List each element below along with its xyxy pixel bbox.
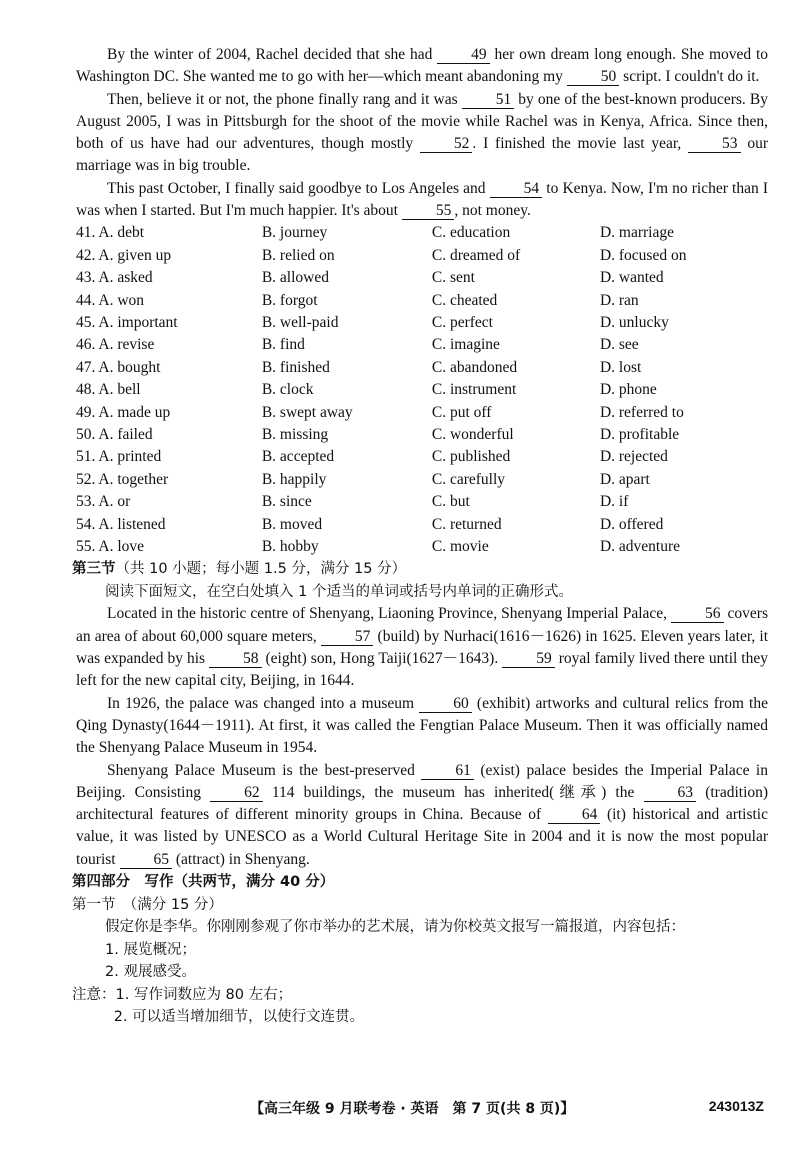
passage-paragraph-3 [76, 178, 768, 223]
passage-paragraph-2 [76, 89, 768, 178]
blank-61: 61 [421, 762, 474, 780]
blank-52: 52 [420, 135, 473, 153]
option-row-43: 43. A. asked B. allowed C. sent D. wanted [76, 269, 664, 287]
blank-65: 65 [120, 851, 173, 869]
writing-note-2: 2. 可以适当增加细节，以使行文连贯。 [113, 1009, 365, 1026]
option-row-44: 44. A. won B. forgot C. cheated D. ran [76, 291, 639, 309]
section3-heading: 第三节（共 10 小题；每小题 1.5 分，满分 15 分） [72, 561, 407, 578]
option-row-42: 42. A. given up B. relied on C. dreamed of D. focused on [76, 246, 687, 264]
blank-57: 57 [321, 628, 374, 646]
text: . I finished the movie last year, [472, 135, 682, 153]
blank-63: 63 [644, 784, 697, 802]
blank-58: 58 [209, 650, 262, 668]
text: Then, believe it or not, the phone finally rang and it was [107, 90, 458, 108]
text: script. I couldn't do it. [623, 68, 760, 86]
option-row-54: 54. A. listened B. moved C. returned D. offered [76, 515, 664, 533]
blank-49: 49 [437, 46, 490, 64]
passage2-paragraph-1: Located in the historic centre of Shenyang, Liaoning Province, Shenyang Imperial Palace, 56 covers an area of about 60,000 square meters, 57 (build) by Nurhaci(1616－1626) in 1625. Eleven years later, it was expanded by his 58 (eight) son, Hong Taiji(1627－1643). 59 royal family lived there until they left for the new capital city, Beijing, in 1644. [76, 605, 769, 690]
text: to Kenya. Now, I'm no richer than I was when I started. But I'm much happier. It's about [76, 179, 769, 220]
option-row-51: 51. A. printed B. accepted C. published D. rejected [76, 448, 668, 466]
writing-item-2: 2. 观展感受。 [105, 964, 196, 981]
option-row-55: 55. A. love B. hobby C. movie D. adventure [76, 538, 680, 556]
blank-62: 62 [210, 784, 263, 802]
blank-59: 59 [502, 650, 555, 668]
option-row-49: 49. A. made up B. swept away C. put off D. referred to [76, 403, 684, 421]
option-row-48: 48. A. bell B. clock C. instrument D. phone [76, 381, 657, 399]
option-row-45: 45. A. important B. well-paid C. perfect D. unlucky [76, 314, 669, 331]
passage-paragraph-1 [76, 44, 768, 89]
footer-code: 243013Z [708, 1098, 764, 1114]
blank-60: 60 [419, 695, 472, 713]
part4-heading: 第四部分 写作（共两节，满分 40 分） [72, 874, 335, 891]
blank-64: 64 [548, 806, 601, 824]
option-row-50: 50. A. failed B. missing C. wonderful D. profitable [76, 426, 680, 444]
blank-50: 50 [567, 68, 620, 86]
section3-instruction: 阅读下面短文，在空白处填入 1 个适当的单词或括号内单词的正确形式。 [105, 583, 573, 600]
blank-54: 54 [490, 180, 543, 198]
text: by one of the best-known producers. By August 2005, I was in Pittsburgh for the shoot of the movie while Rachel was in Kenya, Africa. Since then, both of us have had our adventures, though mostly [76, 90, 768, 153]
passage2-paragraph-2: In 1926, the palace was changed into a museum 60 (exhibit) artworks and cultural relics from the Qing Dynasty(1644－1911). At first, it was called the Fengtian Palace Museum. Then it was officially named the Shenyang Palace Museum in 1954. [76, 694, 768, 757]
footer-title: 【高三年级 9 月联考卷 · 英语 第 7 页(共 8 页)】 [250, 1101, 575, 1117]
options-table [76, 222, 768, 558]
text: her own dream long enough. She moved to Washington DC. She wanted me to go with her—which meant abandoning my [76, 46, 769, 86]
blank-55: 55 [402, 202, 455, 220]
blank-53: 53 [688, 135, 741, 153]
option-row-46: 46. A. revise B. find C. imagine D. see [76, 336, 639, 354]
option-row-52: 52. A. together B. happily C. carefully D. apart [76, 470, 650, 488]
part4-section1-heading: 第一节 （满分 15 分） [72, 896, 223, 913]
text: , not money. [454, 202, 531, 220]
blank-56: 56 [671, 605, 724, 623]
writing-item-1: 1. 展览概况； [105, 941, 196, 958]
passage2-paragraph-3: Shenyang Palace Museum is the best-preserved 61 (exist) palace besides the Imperial Palace in Beijing. Consisting 62 114 buildings, the museum has inherited(继承) the 63 (tradition) architectural features of different minority groups in China. Because of 64 (it) historical and artistic value, it was listed by UNESCO as a World Cultural Heritage Site in 2004 and it is now the most popular tourist 65 (attract) in Shenyang. [76, 761, 769, 868]
text: our marriage was in big trouble. [76, 135, 769, 175]
option-row-47: 47. A. bought B. finished C. abandoned D. lost [76, 358, 642, 376]
writing-notes: 注意：1. 写作词数应为 80 左右； [72, 986, 293, 1003]
text: By the winter of 2004, Rachel decided that she had [107, 46, 433, 63]
blank-51: 51 [462, 91, 515, 109]
option-row-53: 53. A. or B. since C. but D. if [76, 493, 629, 511]
text: This past October, I finally said goodbye to Los Angeles and [107, 179, 486, 197]
option-row-41: 41. A. debt B. journey C. education D. marriage [76, 224, 674, 242]
writing-prompt: 假定你是李华。你刚刚参观了你市举办的艺术展，请为你校英文报写一篇报道，内容包括： [105, 919, 685, 936]
